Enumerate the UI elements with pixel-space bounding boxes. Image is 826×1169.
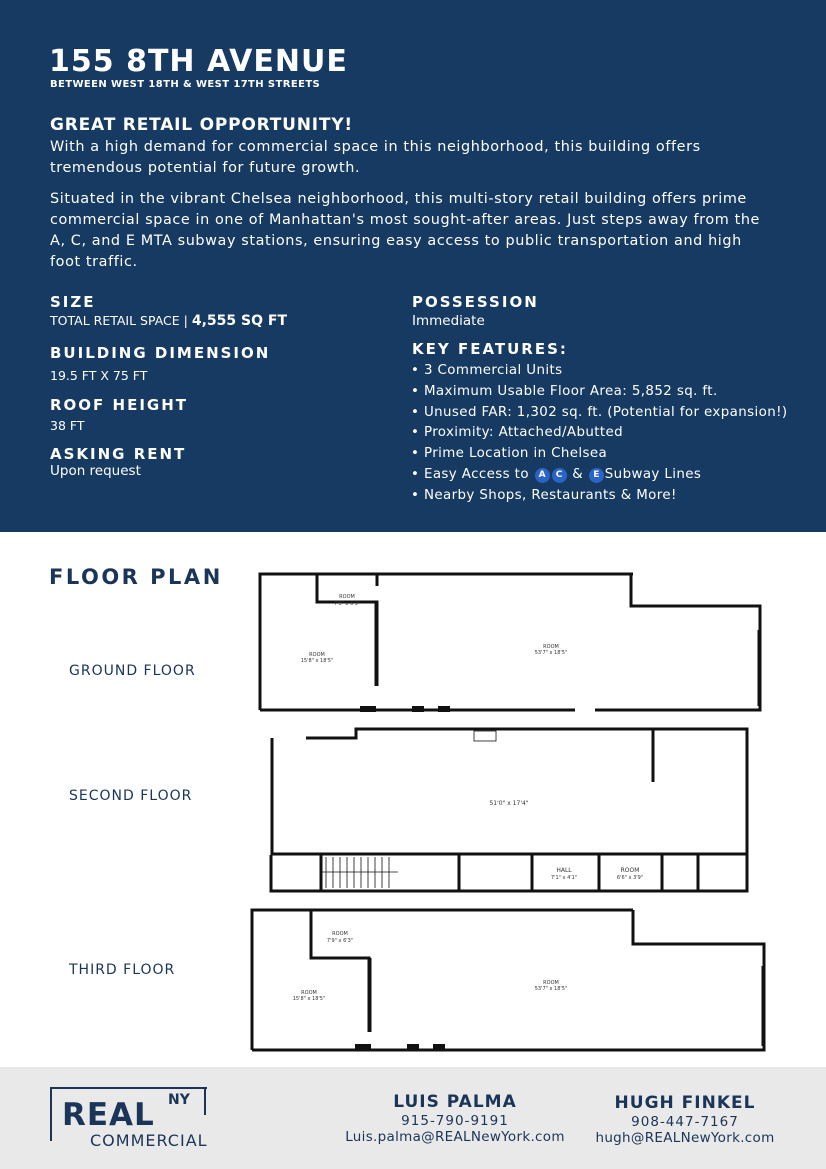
second-room-label: ROOM	[620, 867, 640, 874]
feature-item: • Nearby Shops, Restaurants & More!	[411, 487, 677, 503]
contact-card-luis	[335, 1092, 575, 1145]
feature-item: • Maximum Usable Floor Area: 5,852 sq. ft.	[411, 383, 718, 399]
ground-room-main-dim: 53'7" x 18'5"	[534, 650, 568, 656]
feature-item: • Unused FAR: 1,302 sq. ft. (Potential for expansion!)	[411, 404, 788, 420]
feature-item: • Proximity: Attached/Abutted	[411, 425, 624, 441]
subway-line-c-icon: C	[552, 468, 567, 483]
asking-rent-value: Upon request	[50, 463, 141, 479]
ground-room-left-label: ROOM	[309, 652, 325, 658]
third-floor-label: THIRD FLOOR	[69, 962, 176, 978]
third-floor-thin-walls	[371, 958, 762, 1046]
ground-floor-label: GROUND FLOOR	[69, 663, 196, 679]
contact-phone[interactable]: 908-447-7167	[631, 1114, 739, 1130]
third-room-main-dim: 53'7" x 18'5"	[534, 986, 568, 992]
contact-email[interactable]: Luis.palma@REALNewYork.com	[345, 1129, 565, 1145]
dimension-label: BUILDING DIMENSION	[50, 344, 271, 362]
subway-amp: &	[572, 466, 584, 482]
ground-room-small-dim: 7'5" x 6'3"	[333, 601, 361, 607]
hero-panel	[0, 0, 826, 532]
property-cross-streets: BETWEEN WEST 18TH & WEST 17TH STREETS	[50, 79, 321, 90]
third-room-left-dim: 15'8" x 18'5"	[292, 996, 326, 1002]
dimension-value: 19.5 FT X 75 FT	[50, 368, 148, 383]
logo-text-commercial: COMMERCIAL	[90, 1131, 208, 1150]
second-floor-plan	[266, 724, 753, 896]
size-value-prefix: TOTAL RETAIL SPACE |	[50, 313, 188, 328]
feature-item-subway	[411, 465, 788, 486]
size-value	[50, 313, 287, 329]
subway-access-suffix: Subway Lines	[604, 466, 702, 482]
feature-item: • 3 Commercial Units	[411, 363, 563, 378]
logo-frame-right	[204, 1087, 206, 1115]
subway-line-e-icon: E	[589, 468, 604, 483]
asking-rent-label: ASKING RENT	[50, 445, 187, 463]
contact-name: HUGH FINKEL	[614, 1093, 756, 1113]
possession-value: Immediate	[412, 313, 485, 329]
contact-footer	[0, 1067, 826, 1169]
second-hall-dim: 7'1" x 4'1"	[550, 875, 578, 881]
stair-treads	[321, 731, 496, 888]
third-room-small-dim: 7'9" x 6'3"	[326, 938, 354, 944]
subway-access-prefix: • Easy Access to	[411, 466, 529, 482]
size-label: SIZE	[50, 293, 96, 311]
ground-floor-plan	[255, 570, 767, 715]
second-hall-label: HALL	[556, 867, 572, 874]
roof-height-value: 38 FT	[50, 418, 85, 433]
intro-paragraph: With a high demand for commercial space in this neighborhood, this building offers tremendous potential for future growth.	[50, 139, 701, 176]
ground-floor-walls	[260, 574, 760, 710]
second-main-dim: 51'0" x 17'4"	[489, 800, 529, 807]
contact-email[interactable]: hugh@REALNewYork.com	[595, 1130, 775, 1146]
feature-item: • Prime Location in Chelsea	[411, 446, 608, 462]
key-features-label: KEY FEATURES:	[412, 340, 568, 358]
key-features-list	[411, 361, 788, 507]
ground-room-left-dim: 15'8" x 18'5"	[300, 658, 334, 664]
contact-name: LUIS PALMA	[393, 1092, 517, 1112]
third-floor-walls	[252, 910, 764, 1050]
logo-text-real: REAL	[62, 1097, 155, 1133]
third-room-left-label: ROOM	[301, 990, 317, 996]
third-room-small-label: ROOM	[332, 931, 348, 937]
possession-label: POSSESSION	[412, 293, 539, 311]
location-paragraph: Situated in the vibrant Chelsea neighborhood, this multi-story retail building offers prime commercial space in one of Manhattan's most sought-after areas. Just steps away from the A, C, and E MTA subway stations, ensuring easy access to public transportation and high foot traffic.	[50, 191, 760, 270]
second-room-dim: 6'6" x 3'9"	[616, 875, 644, 881]
contact-card-hugh	[575, 1093, 795, 1146]
opportunity-heading: GREAT RETAIL OPPORTUNITY!	[50, 115, 353, 135]
ground-room-main-label: ROOM	[543, 644, 559, 650]
third-floor-plan	[247, 906, 769, 1054]
third-room-main-label: ROOM	[543, 980, 559, 986]
size-value-sqft: 4,555 SQ FT	[191, 313, 287, 329]
contact-phone[interactable]: 915-790-9191	[401, 1113, 509, 1129]
ground-room-small-label: ROOM	[339, 594, 355, 600]
logo-text-ny: NY	[168, 1092, 190, 1108]
floor-plan-heading: FLOOR PLAN	[49, 565, 223, 589]
subway-line-a-icon: A	[535, 468, 550, 483]
second-floor-label: SECOND FLOOR	[69, 788, 193, 804]
second-floor-walls	[271, 729, 747, 891]
roof-height-label: ROOF HEIGHT	[50, 396, 189, 414]
property-title: 155 8TH AVENUE	[49, 44, 348, 79]
